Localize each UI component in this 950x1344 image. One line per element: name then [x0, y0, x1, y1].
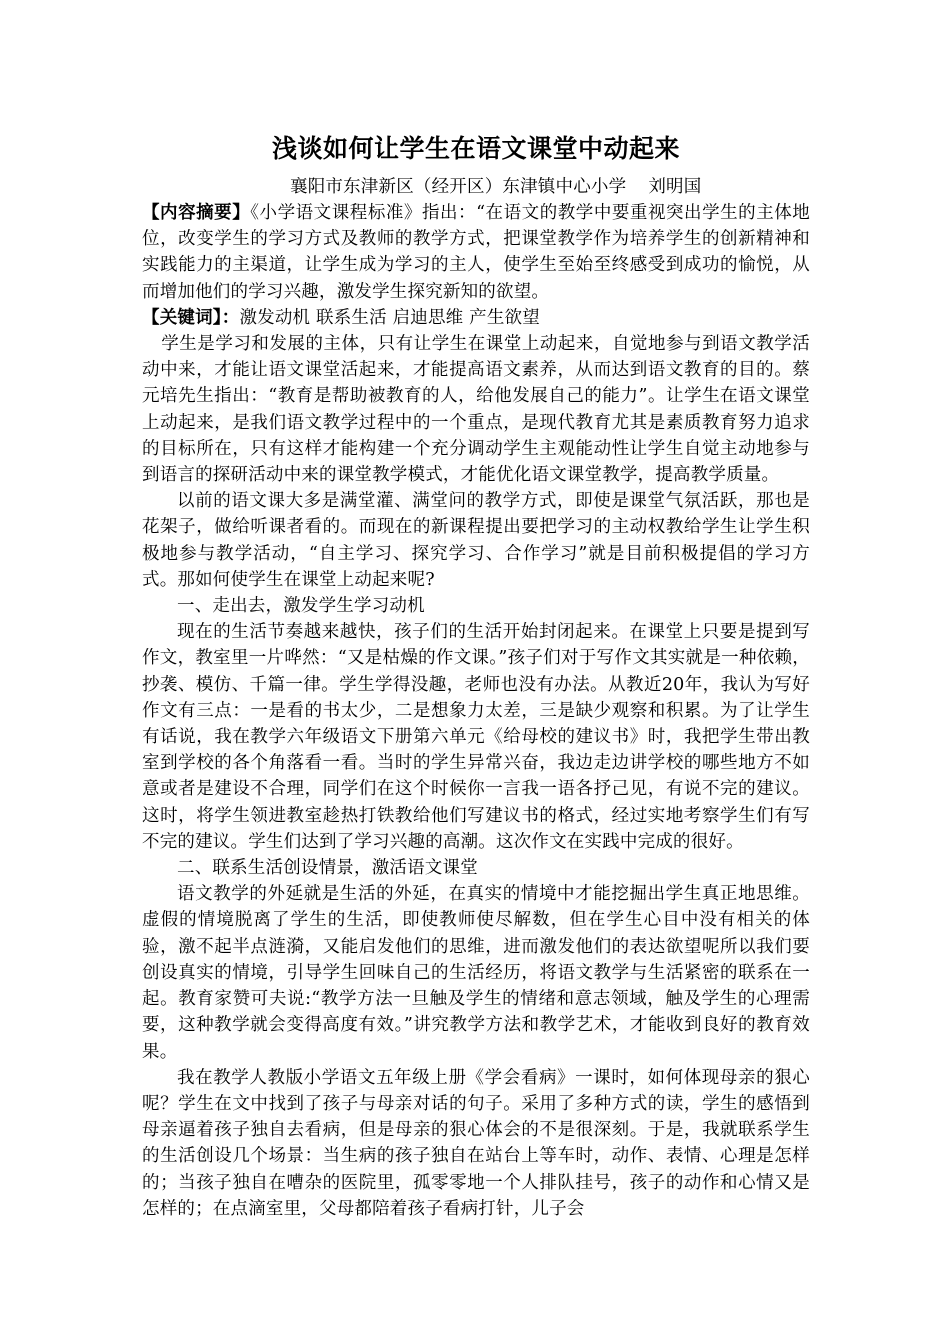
- author-affiliation: 襄阳市东津新区（经开区）东津镇中心小学: [290, 177, 627, 197]
- section-heading-2: 二、联系生活创设情景，激活语文课堂: [177, 858, 478, 879]
- body-paragraph-old-methods: 以前的语文课大多是满堂灌、满堂问的教学方式，即使是课堂气氛活跃，那也是花架子，做给听课者看的。而现在的新课程提出要把学习的主动权教给学生让学生积极地参与教学活动，“自主学习、探究学习、合作学习”就是目前积极提倡的学习方式。那如何使学生在课堂上动起来呢?: [142, 491, 810, 590]
- keywords-paragraph: [142, 305, 810, 331]
- body-paragraph-example: 我在教学人教版小学语文五年级上册《学会看病》一课时，如何体现母亲的狠心呢？学生在文中找到了孩子与母亲对话的句子。采用了多种方式的读，学生的感悟到母亲逼着孩子独自去看病，但是母亲的狠心体会的不是很深刻。于是，我就联系学生的生活创设几个场景：当生病的孩子独自在站台上等车时，动作、表情、心理是怎样的；当孩子独自在嘈杂的医院里，孤零零地一个人排队挂号，孩子的动作和心情又是怎样的；在点滴室里，父母都陪着孩子看病打针，儿子会: [142, 1067, 810, 1219]
- author-line: [142, 174, 810, 200]
- keywords-label: 【关键词】：: [142, 307, 240, 328]
- body-paragraph-intro: 学生是学习和发展的主体，只有让学生在课堂上动起来，自觉地参与到语文教学活动中来，才能让语文课堂活起来，才能提高语文素养，从而达到语文教育的目的。蔡元培先生指出：“教育是帮助被教育的人，给他发展自己的能力”。让学生在语文课堂上动起来，是我们语文教学过程中的一个重点，是现代教育尤其是素质教育努力追求的目标所在，只有这样才能构建一个充分调动学生主观能动性让学生自觉主动地参与到语言的探研活动中来的课堂教学模式，才能优化语文课堂教学，提高教学质量。: [142, 334, 810, 486]
- abstract-label: 【内容摘要】: [142, 203, 251, 223]
- body-paragraph-section-1: 现在的生活节奏越来越快，孩子们的生活开始封闭起来。在课堂上只要是提到写作文，教室里一片哗然：“又是枯燥的作文课。”孩子们对于写作文其实就是一种依赖，抄袭、模仿、千篇一律。学生学得没趣，老师也没有办法。从教近20年，我认为写好作文有三点：一是看的书太少，二是想象力太差，三是缺少观察和积累。为了让学生有话说，我在教学六年级语文下册第六单元《给母校的建议书》时，我把学生带出教室到学校的各个角落看一看。当时的学生异常兴奋，我边走边讲学校的哪些地方不如意或者是建设不合理，同学们在这个时候你一言我一语各抒己见，有说不完的建议。这时，将学生领进教室趁热打铁教给他们写建议书的格式，经过实地考察学生们有写不完的建议。学生们达到了学习兴趣的高潮。这次作文在实践中完成的很好。: [142, 622, 810, 852]
- section-heading-1: 一、走出去，激发学生学习动机: [177, 596, 425, 617]
- body-paragraph-section-2: 语文教学的外延就是生活的外延，在真实的情境中才能挖掘出学生真正地思维。虚假的情境脱离了学生的生活，即使教师使尽解数，但在学生心目中没有相关的体验，激不起半点涟漪，又能启发他们的思维，进而激发他们的表达欲望呢所以我们要创设真实的情境，引导学生回味自己的生活经历，将语文教学与生活紧密的联系在一起。教育家赞可夫说:“教学方法一旦触及学生的情绪和意志领域，触及学生的心理需要，这种教学就会变得高度有效。”讲究教学方法和教学艺术，才能收到良好的教育效果。: [142, 884, 810, 1062]
- keywords-text: 激发动机 联系生活 启迪思维 产生欲望: [239, 307, 540, 328]
- document-title: 浅谈如何让学生在语文课堂中动起来: [271, 134, 680, 163]
- abstract-text: 《小学语文课程标准》指出：“在语文的教学中要重视突出学生的主体地位，改变学生的学习方式及教师的教学方式，把课堂教学作为培养学生的创新精神和实践能力的主渠道，让学生成为学习的主人，使学生至始至终感受到成功的愉悦，从而增加他们的学习兴趣，激发学生探究新知的欲望。: [142, 203, 810, 302]
- author-name: 刘明国: [648, 177, 702, 197]
- abstract-paragraph: [142, 200, 810, 305]
- document-page: [142, 124, 810, 1222]
